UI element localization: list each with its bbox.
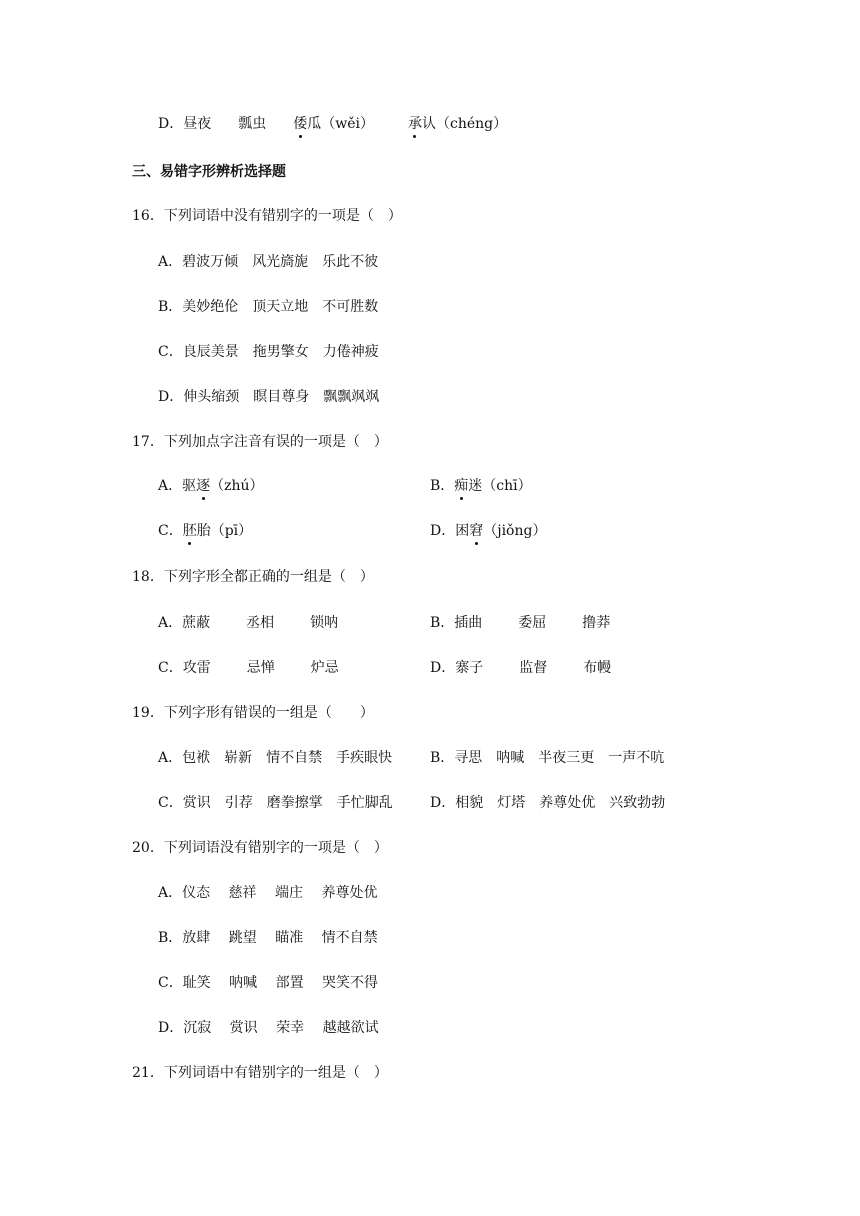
option-d-continued	[158, 114, 507, 134]
word: 昼夜	[183, 116, 212, 132]
question-19-option-c: C．赏识 引荐 磨拳擦掌 手忙脚乱	[158, 795, 393, 811]
question-16-option-b: B．美妙绝伦 顶天立地 不可胜数	[158, 299, 379, 315]
option-text: C．	[158, 523, 183, 539]
question-17-option-d	[430, 521, 546, 541]
option-text: 布幔	[583, 660, 612, 676]
option-text: （jiǒng）	[483, 523, 547, 539]
question-18-option-c	[158, 658, 339, 678]
option-text: 炉忌	[310, 660, 339, 676]
question-16-stem: 16．下列词语中没有错别字的一项是（ ）	[132, 208, 402, 224]
dotted-char: 痴	[454, 478, 469, 494]
option-text: 丞相	[246, 615, 275, 631]
word: 认（chéng）	[421, 116, 508, 132]
question-17-option-a	[158, 476, 264, 496]
option-text: D．困	[430, 523, 470, 539]
dotted-char: 胚	[182, 523, 197, 539]
option-text: 撸莽	[582, 615, 611, 631]
option-text: C．攻雷	[158, 660, 211, 676]
word: 瓜（wěi）	[307, 116, 374, 132]
option-text: 迷（chī）	[468, 478, 532, 494]
dotted-char: 倭	[293, 116, 308, 132]
option-text: （zhú）	[210, 478, 264, 494]
question-19-option-a: A．包袱 崭新 情不自禁 手疾眼快	[158, 750, 393, 766]
dotted-char: 承	[407, 116, 422, 132]
option-text: D．寨子	[430, 660, 484, 676]
question-19-stem: 19．下列字形有错误的一组是（ ）	[132, 705, 374, 721]
option-text: 锁呐	[310, 615, 339, 631]
question-16-option-c: C．良辰美景 拖男擎女 力倦神疲	[158, 344, 379, 360]
question-20-option-c: C．耻笑 呐喊 部置 哭笑不得	[158, 975, 379, 991]
section-heading: 三、易错字形辨析选择题	[132, 164, 286, 180]
question-16-option-a: A．碧波万倾 风光旖旎 乐此不彼	[158, 254, 379, 270]
question-20-option-d: D．沉寂 赏识 荣幸 越越欲试	[158, 1020, 379, 1036]
question-20-option-a: A．仪态 慈祥 端庄 养尊处优	[158, 885, 378, 901]
question-18-option-b	[430, 613, 610, 633]
option-text: A．驱	[158, 478, 197, 494]
word: 瓢虫	[238, 116, 267, 132]
question-19-option-b: B．寻思 呐喊 半夜三更 一声不吭	[430, 750, 665, 766]
option-text: A．蔗蔽	[158, 615, 211, 631]
question-17-stem: 17．下列加点字注音有误的一项是（ ）	[132, 434, 388, 450]
dotted-char: 逐	[196, 478, 211, 494]
option-text: B．插曲	[430, 615, 483, 631]
option-text: 忌惮	[246, 660, 275, 676]
option-text: 胎（pī）	[196, 523, 253, 539]
option-label: D．	[158, 116, 184, 132]
question-19-option-d: D．相貌 灯塔 养尊处优 兴致勃勃	[430, 795, 666, 811]
question-18-option-d	[430, 658, 611, 678]
question-16-option-d: D．伸头缩颈 瞑目尊身 飘飘飒飒	[158, 389, 380, 405]
question-20-option-b: B．放肆 跳望 瞄准 情不自禁	[158, 930, 378, 946]
question-18-option-a	[158, 613, 338, 633]
option-text: 委屈	[518, 615, 547, 631]
dotted-char: 窘	[469, 523, 484, 539]
option-text: B．	[430, 478, 455, 494]
question-21-stem: 21．下列词语中有错别字的一组是（ ）	[132, 1065, 388, 1081]
question-17-option-b	[430, 476, 532, 496]
question-17-option-c	[158, 521, 252, 541]
option-text: 监督	[519, 660, 548, 676]
question-18-stem: 18．下列字形全都正确的一组是（ ）	[132, 569, 374, 585]
question-20-stem: 20．下列词语没有错别字的一项是（ ）	[132, 840, 388, 856]
